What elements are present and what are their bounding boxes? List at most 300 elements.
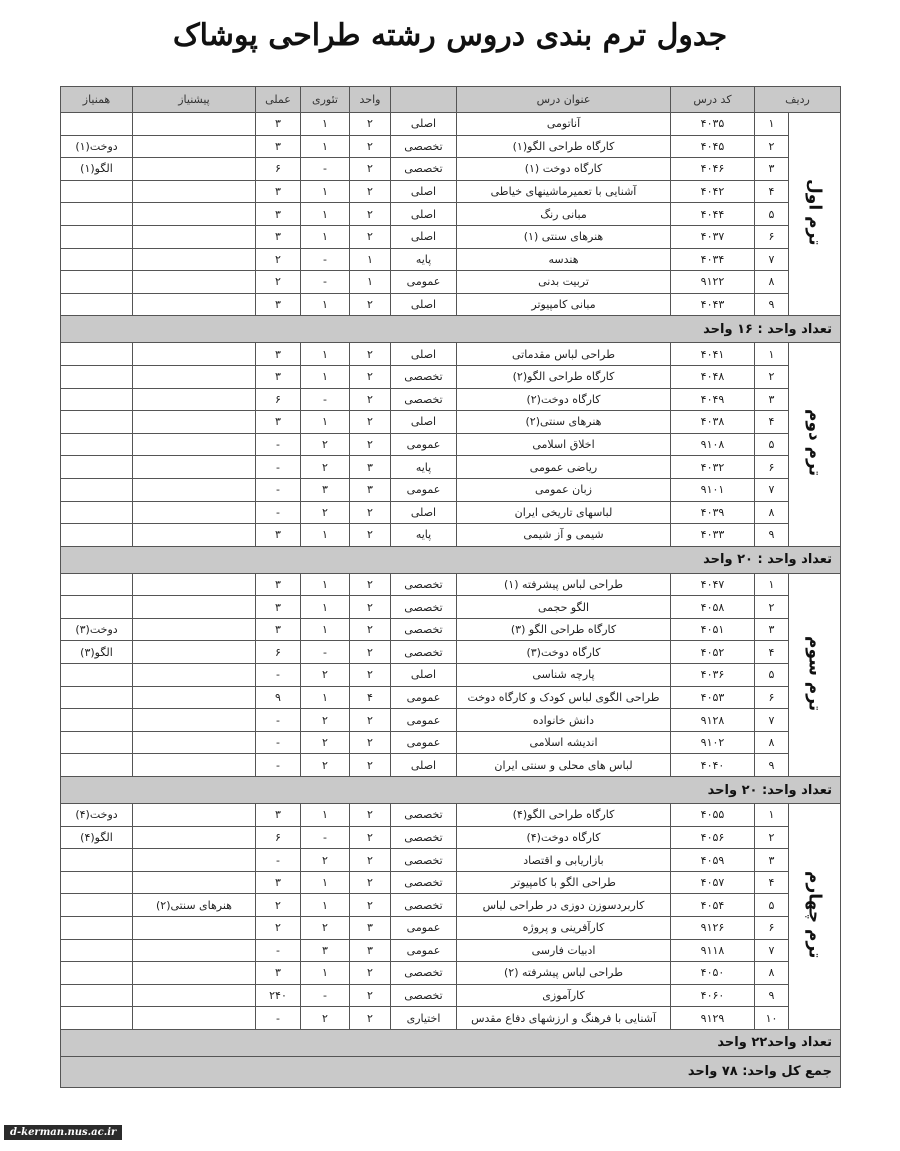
cell-prerequisite — [133, 478, 256, 501]
cell-units: ۲ — [350, 849, 391, 872]
cell-theory: ۱ — [301, 293, 350, 316]
cell-course-title: کارگاه طراحی الگو (۳) — [457, 618, 671, 641]
cell-row-number: ۷ — [755, 248, 789, 271]
cell-row-number: ۷ — [755, 478, 789, 501]
cell-theory: ۲ — [301, 754, 350, 777]
grand-total-units: جمع کل واحد: ۷۸ واحد — [61, 1056, 841, 1087]
cell-prerequisite — [133, 293, 256, 316]
cell-row-number: ۶ — [755, 225, 789, 248]
table-row — [61, 984, 841, 1007]
cell-course-title: پارچه شناسی — [457, 664, 671, 687]
cell-course-type: تخصصی — [391, 641, 457, 664]
cell-course-title: الگو حجمی — [457, 596, 671, 619]
cell-course-code: ۴۰۴۹ — [671, 388, 755, 411]
cell-theory: - — [301, 641, 350, 664]
cell-units: ۳ — [350, 917, 391, 940]
cell-corequisite — [61, 456, 133, 479]
cell-course-title: لباسهای تاریخی ایران — [457, 501, 671, 524]
cell-corequisite — [61, 411, 133, 434]
cell-course-type: عمومی — [391, 709, 457, 732]
cell-course-title: کارگاه طراحی الگو(۴) — [457, 804, 671, 827]
cell-units: ۲ — [350, 180, 391, 203]
cell-course-title: اخلاق اسلامی — [457, 433, 671, 456]
cell-course-title: مبانی کامپیوتر — [457, 293, 671, 316]
cell-corequisite — [61, 573, 133, 596]
cell-theory: ۱ — [301, 203, 350, 226]
cell-course-type: تخصصی — [391, 573, 457, 596]
cell-corequisite — [61, 984, 133, 1007]
term-total-units: تعداد واحد: ۲۰ واحد — [61, 777, 841, 804]
cell-course-type: تخصصی — [391, 871, 457, 894]
cell-units: ۲ — [350, 501, 391, 524]
term-label: ترم اول — [804, 179, 825, 246]
cell-row-number: ۵ — [755, 664, 789, 687]
cell-row-number: ۴ — [755, 871, 789, 894]
cell-prerequisite — [133, 709, 256, 732]
cell-course-type: تخصصی — [391, 984, 457, 1007]
cell-course-title: کاربردسوزن دوزی در طراحی لباس — [457, 894, 671, 917]
cell-practical: ۳ — [256, 804, 301, 827]
table-row — [61, 1007, 841, 1030]
cell-row-number: ۴ — [755, 641, 789, 664]
cell-corequisite — [61, 596, 133, 619]
table-row — [61, 641, 841, 664]
cell-course-type: عمومی — [391, 686, 457, 709]
table-row — [61, 113, 841, 136]
cell-prerequisite — [133, 618, 256, 641]
table-row — [61, 411, 841, 434]
cell-prerequisite — [133, 180, 256, 203]
cell-course-code: ۴۰۴۰ — [671, 754, 755, 777]
cell-theory: ۱ — [301, 573, 350, 596]
cell-course-title: آشنایی با تعمیرماشینهای خیاطی — [457, 180, 671, 203]
cell-practical: ۶ — [256, 158, 301, 181]
cell-theory: ۳ — [301, 478, 350, 501]
cell-corequisite — [61, 871, 133, 894]
cell-practical: ۳ — [256, 524, 301, 547]
cell-course-type: تخصصی — [391, 826, 457, 849]
cell-row-number: ۸ — [755, 501, 789, 524]
table-row — [61, 849, 841, 872]
cell-corequisite — [61, 1007, 133, 1030]
cell-theory: ۱ — [301, 180, 350, 203]
term-label: ترم دوم — [804, 409, 825, 477]
cell-theory: ۲ — [301, 849, 350, 872]
cell-practical: ۳ — [256, 411, 301, 434]
cell-corequisite — [61, 686, 133, 709]
cell-course-title: تربیت بدنی — [457, 271, 671, 294]
header-theory: تئوری — [301, 87, 350, 113]
cell-prerequisite — [133, 158, 256, 181]
cell-course-title: بازاریابی و اقتصاد — [457, 849, 671, 872]
cell-course-type: اصلی — [391, 411, 457, 434]
cell-course-title: کارگاه طراحی الگو(۱) — [457, 135, 671, 158]
cell-course-type: اصلی — [391, 343, 457, 366]
cell-course-title: طراحی لباس پیشرفته (۱) — [457, 573, 671, 596]
cell-course-title: طراحی الگو با کامپیوتر — [457, 871, 671, 894]
cell-corequisite — [61, 524, 133, 547]
cell-corequisite — [61, 894, 133, 917]
cell-corequisite — [61, 388, 133, 411]
cell-course-title: آشنایی با فرهنگ و ارزشهای دفاع مقدس — [457, 1007, 671, 1030]
cell-units: ۲ — [350, 135, 391, 158]
cell-theory: ۱ — [301, 618, 350, 641]
cell-row-number: ۳ — [755, 158, 789, 181]
cell-theory: ۲ — [301, 1007, 350, 1030]
cell-theory: ۲ — [301, 433, 350, 456]
cell-course-title: کارآفرینی و پروژه — [457, 917, 671, 940]
cell-course-code: ۴۰۳۷ — [671, 225, 755, 248]
cell-corequisite — [61, 731, 133, 754]
cell-prerequisite: هنرهای سنتی(۲) — [133, 894, 256, 917]
cell-prerequisite — [133, 433, 256, 456]
cell-course-title: کارگاه دوخت(۴) — [457, 826, 671, 849]
cell-units: ۲ — [350, 433, 391, 456]
term-label-cell — [789, 573, 841, 776]
cell-course-code: ۹۱۰۸ — [671, 433, 755, 456]
cell-prerequisite — [133, 939, 256, 962]
cell-course-title: کارگاه طراحی الگو(۲) — [457, 365, 671, 388]
cell-prerequisite — [133, 754, 256, 777]
term-total-row — [61, 316, 841, 343]
cell-course-title: هنرهای سنتی(۲) — [457, 411, 671, 434]
cell-course-type: اصلی — [391, 225, 457, 248]
term-label: ترم سوم — [804, 635, 825, 711]
cell-corequisite — [61, 433, 133, 456]
cell-units: ۲ — [350, 984, 391, 1007]
cell-practical: ۳ — [256, 573, 301, 596]
cell-practical: ۳ — [256, 225, 301, 248]
cell-theory: ۱ — [301, 804, 350, 827]
cell-units: ۱ — [350, 271, 391, 294]
cell-units: ۳ — [350, 478, 391, 501]
cell-corequisite: دوخت(۱) — [61, 135, 133, 158]
cell-corequisite — [61, 664, 133, 687]
table-row — [61, 596, 841, 619]
cell-theory: ۲ — [301, 917, 350, 940]
cell-row-number: ۹ — [755, 524, 789, 547]
cell-corequisite — [61, 917, 133, 940]
cell-row-number: ۳ — [755, 618, 789, 641]
cell-course-title: هندسه — [457, 248, 671, 271]
cell-units: ۲ — [350, 388, 391, 411]
table-row — [61, 388, 841, 411]
cell-units: ۴ — [350, 686, 391, 709]
cell-units: ۱ — [350, 248, 391, 271]
cell-practical: ۲۴۰ — [256, 984, 301, 1007]
cell-practical: ۳ — [256, 293, 301, 316]
cell-course-code: ۴۰۵۶ — [671, 826, 755, 849]
cell-practical: ۲ — [256, 917, 301, 940]
table-row — [61, 343, 841, 366]
cell-course-type: پایه — [391, 524, 457, 547]
cell-row-number: ۳ — [755, 849, 789, 872]
cell-course-type: تخصصی — [391, 596, 457, 619]
cell-course-title: ادبیات فارسی — [457, 939, 671, 962]
cell-units: ۲ — [350, 343, 391, 366]
table-row — [61, 203, 841, 226]
term-label: ترم چهارم — [804, 871, 825, 959]
cell-course-code: ۴۰۴۷ — [671, 573, 755, 596]
cell-course-type: تخصصی — [391, 135, 457, 158]
term-label-cell — [789, 113, 841, 316]
cell-prerequisite — [133, 135, 256, 158]
cell-row-number: ۷ — [755, 939, 789, 962]
cell-practical: - — [256, 664, 301, 687]
cell-theory: ۱ — [301, 686, 350, 709]
cell-prerequisite — [133, 271, 256, 294]
cell-course-title: لباس های محلی و سنتی ایران — [457, 754, 671, 777]
cell-course-code: ۴۰۳۴ — [671, 248, 755, 271]
table-row — [61, 293, 841, 316]
cell-row-number: ۸ — [755, 731, 789, 754]
cell-units: ۲ — [350, 524, 391, 547]
course-schedule-table — [60, 86, 841, 1088]
cell-course-type: عمومی — [391, 939, 457, 962]
cell-course-code: ۹۱۱۸ — [671, 939, 755, 962]
cell-course-type: عمومی — [391, 478, 457, 501]
term-total-row — [61, 1029, 841, 1056]
term-total-units: تعداد واحد : ۱۶ واحد — [61, 316, 841, 343]
term-total-row — [61, 546, 841, 573]
cell-row-number: ۸ — [755, 271, 789, 294]
cell-practical: ۳ — [256, 618, 301, 641]
header-prerequisite: پیشنیاز — [133, 87, 256, 113]
cell-course-code: ۴۰۴۴ — [671, 203, 755, 226]
cell-course-code: ۴۰۳۶ — [671, 664, 755, 687]
cell-theory: ۱ — [301, 113, 350, 136]
cell-course-type: تخصصی — [391, 804, 457, 827]
cell-units: ۲ — [350, 804, 391, 827]
cell-course-title: زبان عمومی — [457, 478, 671, 501]
cell-corequisite — [61, 343, 133, 366]
cell-practical: - — [256, 709, 301, 732]
cell-course-code: ۴۰۶۰ — [671, 984, 755, 1007]
cell-course-title: مبانی رنگ — [457, 203, 671, 226]
cell-practical: - — [256, 433, 301, 456]
cell-row-number: ۹ — [755, 754, 789, 777]
cell-theory: - — [301, 271, 350, 294]
cell-course-code: ۴۰۵۷ — [671, 871, 755, 894]
cell-course-title: کارآموزی — [457, 984, 671, 1007]
cell-theory: ۱ — [301, 524, 350, 547]
cell-prerequisite — [133, 804, 256, 827]
cell-theory: - — [301, 984, 350, 1007]
cell-course-type: عمومی — [391, 271, 457, 294]
cell-course-code: ۴۰۴۵ — [671, 135, 755, 158]
cell-practical: ۳ — [256, 871, 301, 894]
cell-corequisite — [61, 501, 133, 524]
cell-units: ۳ — [350, 939, 391, 962]
cell-prerequisite — [133, 984, 256, 1007]
cell-row-number: ۱ — [755, 343, 789, 366]
cell-course-code: ۴۰۳۹ — [671, 501, 755, 524]
cell-prerequisite — [133, 686, 256, 709]
cell-course-code: ۴۰۵۰ — [671, 962, 755, 985]
cell-practical: - — [256, 1007, 301, 1030]
term-label-cell — [789, 804, 841, 1030]
table-row — [61, 225, 841, 248]
cell-theory: - — [301, 826, 350, 849]
cell-course-code: ۴۰۴۲ — [671, 180, 755, 203]
cell-course-type: اصلی — [391, 113, 457, 136]
cell-theory: - — [301, 158, 350, 181]
cell-practical: ۳ — [256, 596, 301, 619]
cell-corequisite — [61, 709, 133, 732]
cell-row-number: ۴ — [755, 180, 789, 203]
cell-course-title: دانش خانواده — [457, 709, 671, 732]
table-row — [61, 456, 841, 479]
table-row — [61, 618, 841, 641]
cell-practical: ۳ — [256, 962, 301, 985]
cell-theory: ۲ — [301, 709, 350, 732]
cell-course-code: ۴۰۵۴ — [671, 894, 755, 917]
cell-row-number: ۹ — [755, 293, 789, 316]
cell-prerequisite — [133, 524, 256, 547]
table-row — [61, 804, 841, 827]
term-total-units: تعداد واحد : ۲۰ واحد — [61, 546, 841, 573]
cell-theory: ۲ — [301, 731, 350, 754]
cell-corequisite — [61, 939, 133, 962]
cell-course-type: عمومی — [391, 433, 457, 456]
cell-practical: ۹ — [256, 686, 301, 709]
cell-units: ۲ — [350, 618, 391, 641]
cell-course-code: ۹۱۰۱ — [671, 478, 755, 501]
cell-row-number: ۱۰ — [755, 1007, 789, 1030]
header-course-type — [391, 87, 457, 113]
table-row — [61, 894, 841, 917]
cell-units: ۲ — [350, 365, 391, 388]
cell-corequisite: الگو(۱) — [61, 158, 133, 181]
cell-prerequisite — [133, 113, 256, 136]
cell-corequisite — [61, 180, 133, 203]
cell-theory: - — [301, 248, 350, 271]
cell-units: ۲ — [350, 596, 391, 619]
cell-theory: ۲ — [301, 664, 350, 687]
cell-prerequisite — [133, 573, 256, 596]
table-row — [61, 180, 841, 203]
cell-prerequisite — [133, 917, 256, 940]
cell-corequisite — [61, 203, 133, 226]
cell-units: ۲ — [350, 871, 391, 894]
cell-prerequisite — [133, 203, 256, 226]
cell-course-code: ۴۰۴۱ — [671, 343, 755, 366]
cell-theory: ۱ — [301, 962, 350, 985]
table-row — [61, 754, 841, 777]
cell-corequisite — [61, 225, 133, 248]
cell-units: ۲ — [350, 894, 391, 917]
header-units: واحد — [350, 87, 391, 113]
cell-row-number: ۱ — [755, 113, 789, 136]
cell-course-type: اختیاری — [391, 1007, 457, 1030]
cell-course-type: اصلی — [391, 180, 457, 203]
cell-row-number: ۱ — [755, 573, 789, 596]
cell-course-type: عمومی — [391, 917, 457, 940]
grand-total-row — [61, 1056, 841, 1087]
cell-units: ۳ — [350, 456, 391, 479]
cell-practical: ۶ — [256, 388, 301, 411]
cell-course-code: ۴۰۵۸ — [671, 596, 755, 619]
cell-theory: ۱ — [301, 365, 350, 388]
cell-prerequisite — [133, 871, 256, 894]
cell-course-type: اصلی — [391, 664, 457, 687]
cell-course-code: ۴۰۵۲ — [671, 641, 755, 664]
cell-corequisite — [61, 849, 133, 872]
cell-course-title: طراحی الگوی لباس کودک و کارگاه دوخت — [457, 686, 671, 709]
table-row — [61, 709, 841, 732]
cell-course-title: طراحی لباس پیشرفته (۲) — [457, 962, 671, 985]
cell-row-number: ۵ — [755, 894, 789, 917]
cell-course-code: ۴۰۴۶ — [671, 158, 755, 181]
header-row-number: ردیف — [755, 87, 841, 113]
cell-corequisite — [61, 248, 133, 271]
cell-practical: - — [256, 939, 301, 962]
cell-prerequisite — [133, 248, 256, 271]
table-row — [61, 501, 841, 524]
cell-prerequisite — [133, 641, 256, 664]
cell-prerequisite — [133, 596, 256, 619]
cell-course-code: ۴۰۳۸ — [671, 411, 755, 434]
term-total-units: تعداد واحد۲۲ واحد — [61, 1029, 841, 1056]
cell-prerequisite — [133, 343, 256, 366]
cell-course-type: پایه — [391, 456, 457, 479]
cell-units: ۲ — [350, 709, 391, 732]
cell-row-number: ۲ — [755, 135, 789, 158]
cell-units: ۲ — [350, 1007, 391, 1030]
table-row — [61, 826, 841, 849]
cell-practical: ۳ — [256, 113, 301, 136]
table-row — [61, 478, 841, 501]
cell-units: ۲ — [350, 225, 391, 248]
footer-watermark: d-kerman.nus.ac.ir — [4, 1125, 122, 1140]
cell-course-type: تخصصی — [391, 618, 457, 641]
cell-units: ۲ — [350, 203, 391, 226]
cell-theory: ۱ — [301, 225, 350, 248]
cell-corequisite — [61, 754, 133, 777]
cell-corequisite — [61, 271, 133, 294]
page-title: جدول ترم بندی دروس رشته طراحی پوشاک — [172, 18, 728, 53]
cell-theory: ۲ — [301, 501, 350, 524]
cell-course-type: تخصصی — [391, 962, 457, 985]
cell-practical: ۶ — [256, 826, 301, 849]
cell-practical: - — [256, 456, 301, 479]
cell-units: ۲ — [350, 573, 391, 596]
header-corequisite: همنیاز — [61, 87, 133, 113]
cell-units: ۲ — [350, 158, 391, 181]
cell-theory: ۱ — [301, 871, 350, 894]
cell-prerequisite — [133, 962, 256, 985]
table-row — [61, 158, 841, 181]
cell-practical: ۳ — [256, 135, 301, 158]
cell-row-number: ۷ — [755, 709, 789, 732]
cell-practical: - — [256, 501, 301, 524]
cell-practical: ۳ — [256, 203, 301, 226]
table-row — [61, 433, 841, 456]
cell-corequisite: الگو(۳) — [61, 641, 133, 664]
cell-theory: ۱ — [301, 343, 350, 366]
cell-practical: ۶ — [256, 641, 301, 664]
cell-practical: ۲ — [256, 271, 301, 294]
table-row — [61, 664, 841, 687]
cell-row-number: ۹ — [755, 984, 789, 1007]
cell-prerequisite — [133, 826, 256, 849]
cell-units: ۲ — [350, 411, 391, 434]
header-course-title: عنوان درس — [457, 87, 671, 113]
cell-course-type: اصلی — [391, 501, 457, 524]
cell-row-number: ۲ — [755, 596, 789, 619]
cell-practical: ۲ — [256, 894, 301, 917]
cell-units: ۲ — [350, 754, 391, 777]
